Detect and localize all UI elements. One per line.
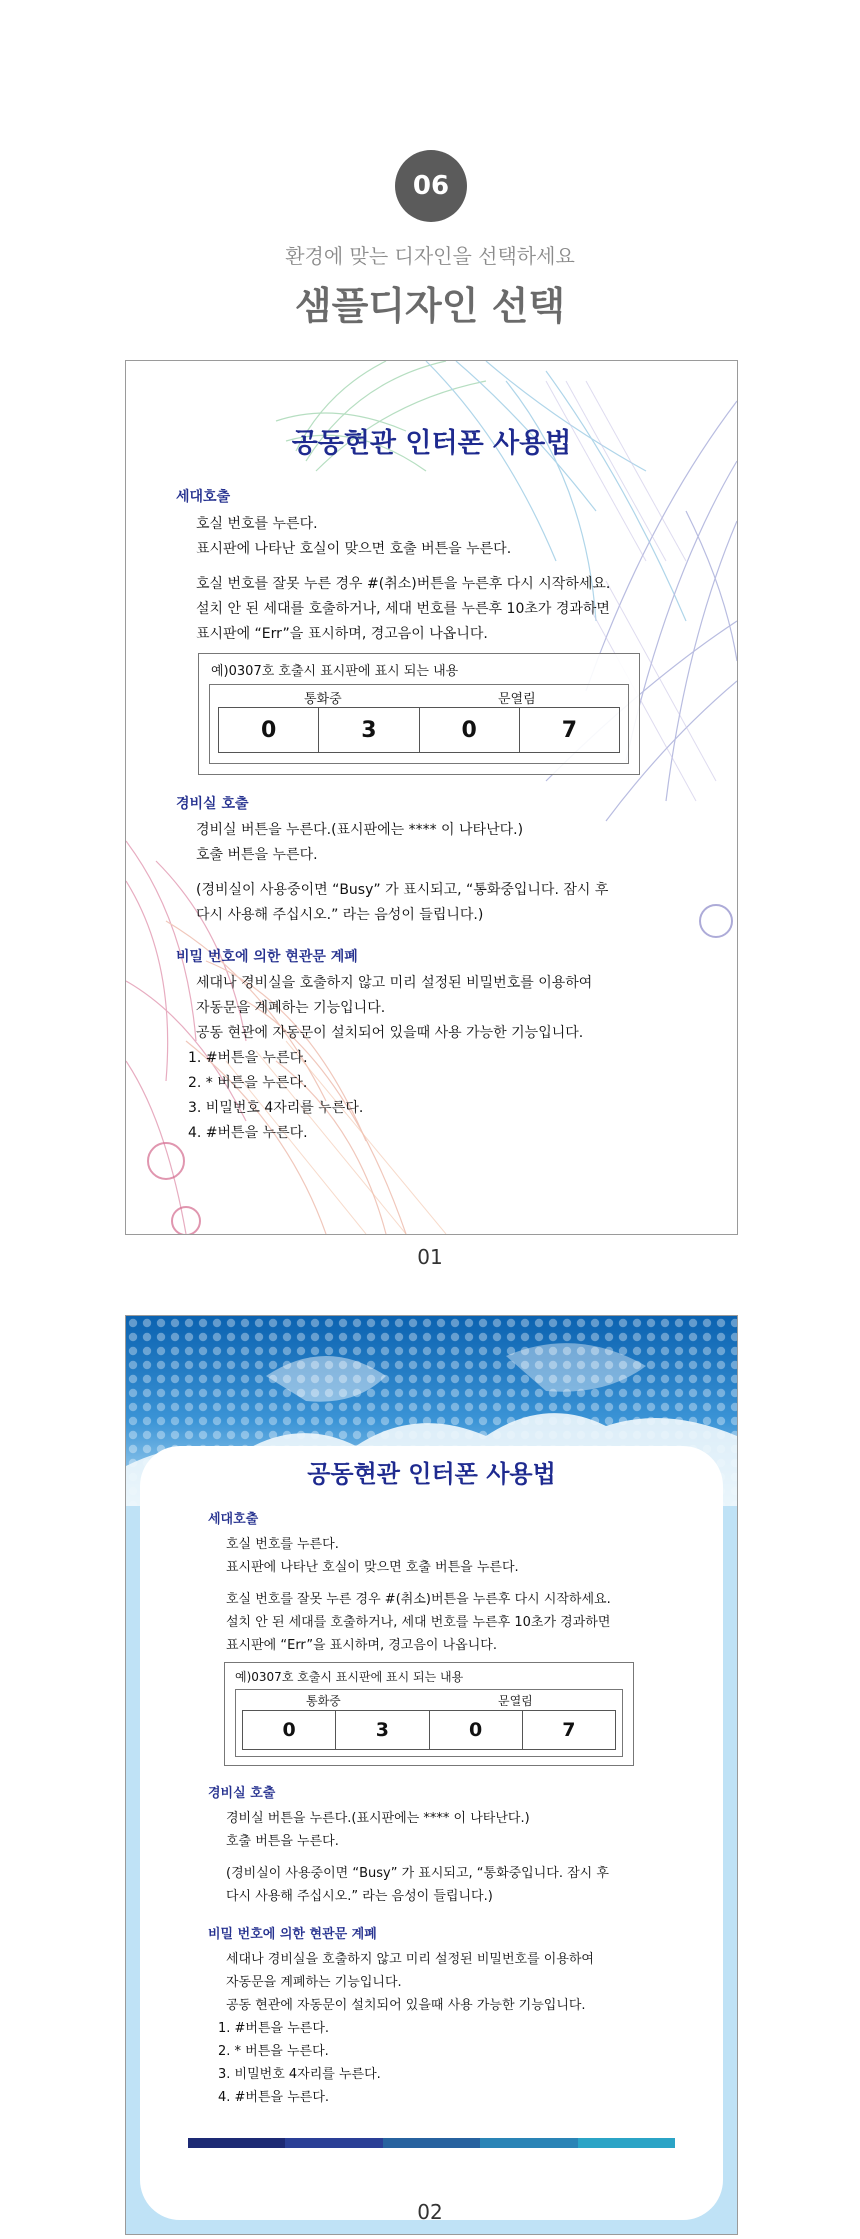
design-sample-02-caption: 02	[417, 2200, 443, 2224]
door-open-indicator-label: 문열림	[498, 692, 536, 707]
display-digit: 0	[429, 1711, 522, 1749]
design-sample-02[interactable]	[125, 1315, 738, 2235]
instruction-line: 호실 번호를 잘못 누른 경우 #(취소)버튼을 누른후 다시 시작하세요.	[196, 576, 611, 592]
instruction-line: 표시판에 “Err”을 표시하며, 경고음이 나옵니다.	[196, 626, 488, 642]
display-example-label: 예)0307호 호출시 표시판에 표시 되는 내용	[235, 1670, 464, 1684]
document-title: 공동현관 인터폰 사용법	[291, 428, 572, 459]
display-digit: 3	[318, 708, 418, 752]
display-digit: 0	[260, 717, 277, 743]
instruction-line: 세대나 경비실을 호출하지 않고 미리 설정된 비밀번호를 이용하여	[196, 975, 593, 991]
section-guard-call-title: 경비실 호출	[176, 796, 249, 812]
step-line: 1. #버튼을 누른다.	[218, 2021, 330, 2036]
instruction-line: 공동 현관에 자동문이 설치되어 있을때 사용 가능한 기능입니다.	[196, 1025, 584, 1041]
section-password-door-title: 비밀 번호에 의한 현관문 계폐	[176, 949, 358, 965]
step-line: 2. * 버튼을 누른다.	[218, 2044, 329, 2059]
section-password-door-title: 비밀 번호에 의한 현관문 계폐	[208, 1927, 377, 1942]
stripe-segment	[383, 2138, 480, 2148]
display-panel	[209, 684, 629, 764]
display-digit: 0	[419, 708, 519, 752]
step-line: 4. #버튼을 누른다.	[218, 2090, 330, 2105]
section-title: 샘플디자인 선택	[294, 284, 566, 328]
busy-indicator-label: 통화중	[304, 692, 342, 707]
instruction-line: 표시판에 나타난 호실이 맞으면 호출 버튼을 누른다.	[196, 541, 512, 557]
step-number-badge: 06	[395, 150, 467, 222]
instruction-line: 다시 사용해 주십시오.” 라는 음성이 들립니다.)	[196, 907, 484, 923]
instruction-line: 설치 안 된 세대를 호출하거나, 세대 번호를 누른후 10초가 경과하면	[226, 1615, 611, 1630]
instruction-line: 자동문을 계폐하는 기능입니다.	[196, 1000, 386, 1016]
display-digit: 3	[335, 1711, 428, 1749]
display-example-box	[198, 653, 640, 775]
instruction-line: 경비실 버튼을 누른다.(표시판에는 **** 이 나타난다.)	[226, 1811, 530, 1826]
step-line: 3. 비밀번호 4자리를 누른다.	[188, 1100, 364, 1116]
display-example-box	[224, 1662, 634, 1766]
instruction-line: 호실 번호를 누른다.	[196, 516, 318, 532]
section-header	[0, 0, 860, 340]
step-line: 1. #버튼을 누른다.	[188, 1050, 308, 1066]
digit-display	[218, 707, 620, 753]
instruction-line: 다시 사용해 주십시오.” 라는 음성이 들립니다.)	[226, 1889, 493, 1904]
footer-color-stripe	[188, 2138, 675, 2148]
instruction-line: 경비실 버튼을 누른다.(표시판에는 **** 이 나타난다.)	[196, 822, 524, 838]
section-household-call-title: 세대호출	[208, 1512, 259, 1527]
display-digit: 7	[522, 1711, 615, 1749]
step-line: 2. * 버튼을 누른다.	[188, 1075, 308, 1091]
digit-display	[242, 1710, 616, 1750]
instruction-line: 호실 번호를 누른다.	[226, 1537, 339, 1552]
section-subtitle: 환경에 맞는 디자인을 선택하세요	[285, 244, 575, 268]
instruction-line: 세대나 경비실을 호출하지 않고 미리 설정된 비밀번호를 이용하여	[226, 1952, 594, 1967]
stripe-segment	[480, 2138, 577, 2148]
display-panel	[235, 1689, 623, 1757]
section-guard-call-title: 경비실 호출	[208, 1786, 276, 1801]
display-digit: 7	[519, 708, 619, 752]
design-sample-01-caption: 01	[417, 1245, 443, 1269]
instruction-line: 호실 번호를 잘못 누른 경우 #(취소)버튼을 누른후 다시 시작하세요.	[226, 1592, 611, 1607]
display-example-label: 예)0307호 호출시 표시판에 표시 되는 내용	[211, 664, 459, 679]
instruction-line: 표시판에 “Err”을 표시하며, 경고음이 나옵니다.	[226, 1638, 497, 1653]
design-sample-01[interactable]	[125, 360, 738, 1235]
instruction-line: (경비실이 사용중이면 “Busy” 가 표시되고, “통화중입니다. 잠시 후	[226, 1866, 609, 1881]
door-open-indicator-label: 문열림	[498, 1694, 533, 1708]
stripe-segment	[578, 2138, 675, 2148]
instruction-line: 호출 버튼을 누른다.	[226, 1834, 339, 1849]
instruction-line: 표시판에 나타난 호실이 맞으면 호출 버튼을 누른다.	[226, 1560, 519, 1575]
instruction-line: (경비실이 사용중이면 “Busy” 가 표시되고, “통화중입니다. 잠시 후	[196, 882, 609, 898]
step-line: 3. 비밀번호 4자리를 누른다.	[218, 2067, 381, 2082]
section-household-call-title: 세대호출	[176, 489, 231, 505]
display-digit: 0	[282, 1719, 296, 1741]
instruction-line: 자동문을 계폐하는 기능입니다.	[226, 1975, 402, 1990]
step-line: 4. #버튼을 누른다.	[188, 1125, 308, 1141]
stripe-segment	[285, 2138, 382, 2148]
stripe-segment	[188, 2138, 285, 2148]
instruction-line: 공동 현관에 자동문이 설치되어 있을때 사용 가능한 기능입니다.	[226, 1998, 586, 2013]
busy-indicator-label: 통화중	[306, 1694, 341, 1708]
document-title: 공동현관 인터폰 사용법	[307, 1460, 556, 1488]
instruction-line: 설치 안 된 세대를 호출하거나, 세대 번호를 누른후 10초가 경과하면	[196, 601, 610, 617]
instruction-line: 호출 버튼을 누른다.	[196, 847, 318, 863]
